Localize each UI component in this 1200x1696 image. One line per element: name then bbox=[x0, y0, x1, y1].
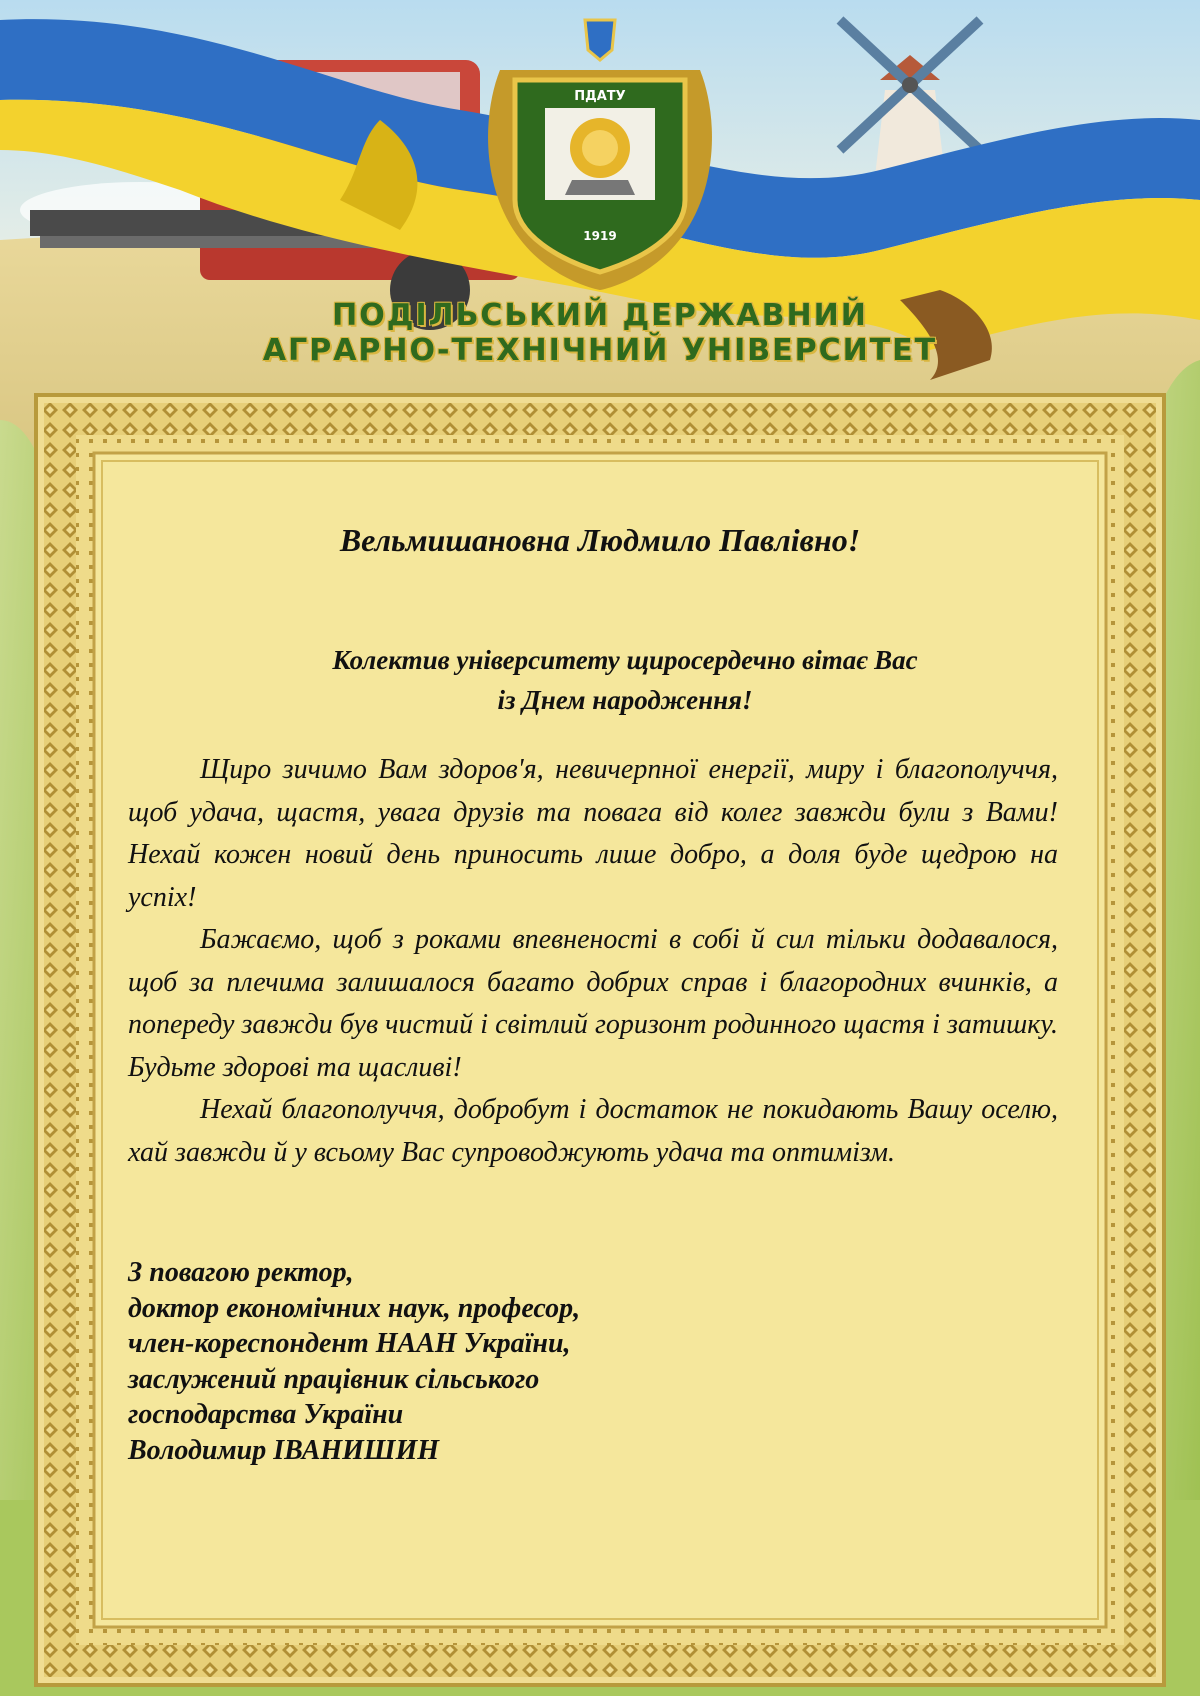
intro-text bbox=[120, 640, 1130, 720]
intro-line2: із Днем народження! bbox=[497, 685, 753, 715]
emblem-year: 1919 bbox=[583, 229, 617, 243]
signature-line-6: Володимир ІВАНИШИН bbox=[128, 1434, 440, 1466]
university-name-line2: АГРАРНО-ТЕХНІЧНИЙ УНІВЕРСИТЕТ bbox=[262, 333, 938, 368]
signature-line-4: заслужений працівник сільського bbox=[128, 1363, 540, 1395]
body-paragraph-2: Бажаємо, щоб з роками впевненості в собі й сил тільки додавалося, щоб за плечима залишалося багато добрих справ і благородних вчинків, а попереду завжди був чистий і світлий горизонт родинного щастя і затишку. Будьте здорові та щасливі! bbox=[128, 924, 1058, 1083]
greeting-heading: Вельмишановна Людмило Павлівно! bbox=[339, 522, 861, 558]
body-paragraph-1: Щиро зичимо Вам здоров'я, невичерпної енергії, миру і благополуччя, щоб удача, щастя, увага друзів та повага від колег завжди були з Вами! Нехай кожен новий день приносить лише добро, а доля буде щедрою на успіх! bbox=[128, 754, 1058, 913]
letter-body bbox=[128, 749, 1058, 1174]
body-paragraph-3: Нехай благополуччя, добробут і достаток не покидають Вашу оселю, хай завжди й у всьому Вас супроводжують удача та оптимізм. bbox=[128, 1094, 1058, 1168]
signature-line-5: господарства України bbox=[128, 1399, 404, 1430]
emblem-abbr: ПДАТУ bbox=[574, 89, 626, 104]
university-name-line1: ПОДІЛЬСЬКИЙ ДЕРЖАВНИЙ bbox=[332, 298, 868, 333]
intro-line1: Колектив університету щиросердечно вітає Вас bbox=[332, 645, 918, 675]
signature-line-1: З повагою ректор, bbox=[128, 1257, 354, 1288]
signature-line-3: член-кореспондент НААН України, bbox=[128, 1328, 571, 1359]
signature-line-2: доктор економічних наук, професор, bbox=[128, 1292, 581, 1324]
signature-block bbox=[128, 1255, 828, 1468]
